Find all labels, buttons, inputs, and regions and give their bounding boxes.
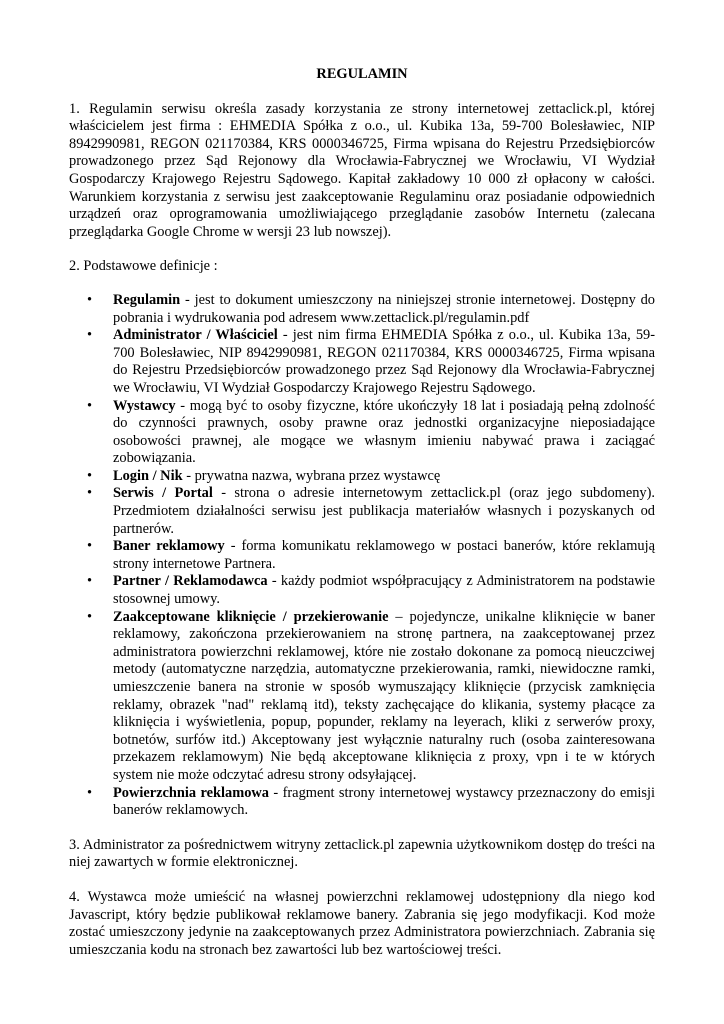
definition-term: Partner / Reklamodawca [113,573,268,590]
section-4-paragraph: 4. Wystawca może umieścić na własnej powierzchni reklamowej udostępniony dla niego kod Javascript, który będzie publikował reklamowe banery. Zabrania się jego modyfikacji. Kod może zostać umieszczony jedynie na zaakceptowanych przez Administratora powierzchniach. Zabrania się umieszczania kodu na stronach bez zawartości lub bez wartościowej treści. [69,888,655,958]
definition-term: Serwis / Portal [113,485,213,502]
definition-item [69,468,655,486]
definition-item [69,398,655,468]
definition-item [69,609,655,785]
definition-text: - strona o adresie internetowym zettaclick.pl (oraz jego subdomeny). Przedmiotem działalności serwisu jest publikacja materiałów własnych i pozyskanych od partnerów. [113,485,656,537]
bullet-icon: • [87,291,93,308]
definition-item [69,327,655,397]
definition-text: – pojedyncze, unikalne kliknięcie w baner reklamowy, zakończona przekierowaniem na stronę partnera, na zaakceptowanej przez administratora powierzchni reklamowej, które nie zostało dokonane za pomocą nieuczciwej metody (automatyczne narzędzia, automatyczne przekierowania, ramki, niewidoczne ramki, umieszczenie banera na stronie w sposób wymuszający kliknięcie (przycisk zamknięcia reklamy, obrazek "nad" reklamą itd), teksty zachęcające do klikania, systemy płacące za kliknięcia i wyświetlenia, popup, popunder, reklamy na leyerach, kliki z serwerów proxy, botnetów, surfów itd.) Akceptowany jest wyłącznie naturalny ruch (osoba zainteresowana przekazem reklamowym) Nie będą akceptowane kliknięcia z proxy, vpn i te w których system nie może odczytać adresu strony odsyłającej. [113,608,655,783]
definition-term: Login / Nik [113,467,183,484]
document-page [69,66,655,976]
definition-term: Powierzchnia reklamowa [113,784,270,801]
definition-text: - prywatna nazwa, wybrana przez wystawcę [182,467,441,484]
definition-text: - mogą być to osoby fizyczne, które ukończyły 18 lat i posiadają pełną zdolność do czynności prawnych, osoby prawne oraz jednostki organizacyjne nieposiadające osobowości prawnej, ale mogące we własnym imieniu nabywać prawa i zaciągać zobowiązania. [113,397,655,467]
section-2-heading: 2. Podstawowe definicje : [69,258,218,275]
definition-text: - forma komunikatu reklamowego w postaci banerów, które reklamują strony internetowe Partnera. [113,538,655,572]
definition-item [69,538,655,573]
definition-text: - jest nim firma EHMEDIA Spółka z o.o., ul. Kubika 13a, 59-700 Bolesławiec, NIP 8942990981, REGON 021170384, KRS 0000346725, Firma wpisana do Rejestru Przedsiębiorców prowadzonego przez Sąd Rejonowy dla Wrocławia-Fabrycznej we Wrocławiu, VI Wydział Gospodarczy Krajowego Rejestru Sądowego. [113,327,656,396]
definition-term: Zaakceptowane kliknięcie / przekierowanie [113,608,389,625]
definition-item [69,785,655,820]
definition-text: - każdy podmiot współpracujący z Administratorem na podstawie stosownej umowy. [113,573,655,608]
document-title: REGULAMIN [316,66,408,82]
bullet-icon: • [87,538,93,555]
definition-item [69,573,655,608]
bullet-icon: • [87,467,93,484]
definitions-list [69,292,655,820]
section-1-paragraph: 1. Regulamin serwisu określa zasady korzystania ze strony internetowej zettaclick.pl, której właścicielem jest firma : EHMEDIA Spółka z o.o., ul. Kubika 13a, 59-700 Bolesławiec, NIP 8942990981, REGON 021170384, KRS 0000346725, Firma wpisana do Rejestru Przedsiębiorców prowadzonego przez Sąd Rejonowy dla Wrocławia-Fabrycznej we Wrocławiu, VI Wydział Gospodarczy Krajowego Rejestru Sądowego. Kapitał zakładowy 10 000 zł opłacony w całości. Warunkiem korzystania z serwisu jest zaakceptowanie Regulaminu oraz posiadanie odpowiednich urządzeń oraz oprogramowania umożliwiającego przeglądanie zasobów Internetu (zalecana przeglądarka Google Chrome w wersji 23 lub nowszej). [69,100,655,240]
bullet-icon: • [87,573,93,590]
definition-text: - jest to dokument umieszczony na niniejszej stronie internetowej. Dostępny do pobrania i wydrukowania pod adresem www.zettaclick.pl/regulamin.pdf [113,291,655,326]
bullet-icon: • [87,784,93,801]
definition-term: Wystawcy [113,397,176,414]
definition-text: - fragment strony internetowej wystawcy przeznaczony do emisji banerów reklamowych. [113,784,655,819]
bullet-icon: • [87,397,93,414]
definition-term: Baner reklamowy [113,538,225,555]
definition-term: Administrator / Właściciel [113,327,278,344]
bullet-icon: • [87,485,93,502]
definition-term: Regulamin [113,291,181,308]
section-3-paragraph: 3. Administrator za pośrednictwem witryny zettaclick.pl zapewnia użytkownikom dostęp do treści na niej zawartych w formie elektronicznej. [69,836,655,871]
definition-item [69,292,655,327]
bullet-icon: • [87,327,93,344]
bullet-icon: • [87,608,93,625]
definition-item [69,485,655,538]
